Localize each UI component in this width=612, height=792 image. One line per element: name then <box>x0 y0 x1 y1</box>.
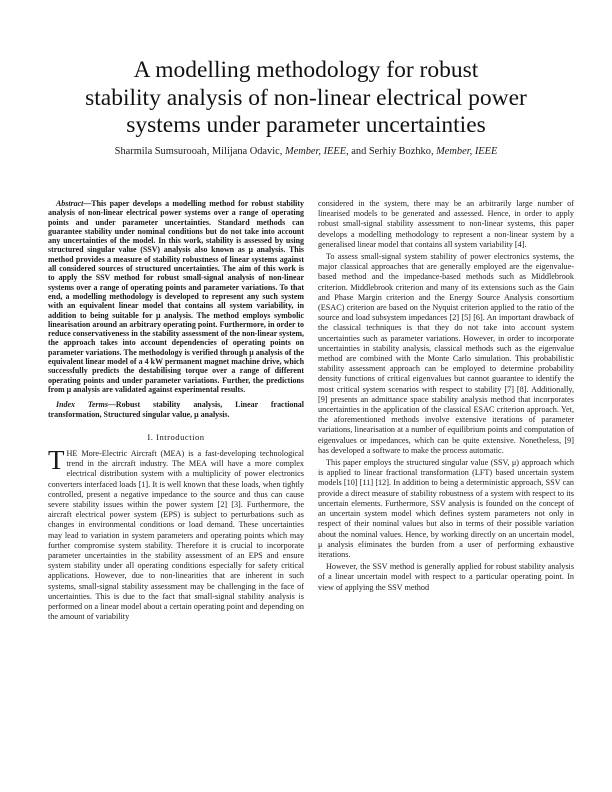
authors-text: Sharmila Sumsurooah, Milijana Odavic, <box>114 146 285 157</box>
index-terms <box>48 400 304 419</box>
abstract-text: —This paper develops a modelling method for robust stability analysis of non-linear electrical power systems over a range of operating points and under parameter uncertainties. Standard methods can guarantee stability under nominal conditions but do not take into account any uncertainties of the model. In this work, stability is assessed by using structured singular value (SSV) analysis also known as μ analysis. This method provides a measure of stability robustness of linear systems against all considered sources of structured uncertainties. The aim of this work is to apply the SSV method for robust small-signal analysis of non-linear systems over a range of operating points and parameter variations. To that end, a modelling methodology is developed to represent any such system with an equivalent linear model that contains all system variability, in addition to being suitable for μ analysis. The method employs symbolic linearisation around an arbitrary operating point. Furthermore, in order to reduce conservativeness in the stability assessment of the non-linear system, the approach takes into account dependencies of operating points on parameter variations. The methodology is verified through μ analysis of the equivalent linear model of a 4 kW permanent magnet machine drive, which successfully predicts the destabilising torque over a range of different operating points and under parameter variations. Further, the predictions from μ analysis are validated against experimental results. <box>48 199 304 394</box>
title-line-1: A modelling methodology for robust <box>133 57 479 83</box>
left-column <box>48 199 304 622</box>
right-paragraph-3: This paper employs the structured singular value (SSV, μ) approach which is applied to linear fractional transformation (LFT) based uncertain system models [10] [11] [12]. In addition to being a deterministic approach, SSV can provide a direct measure of stability robustness of a system with respect to its uncertain elements. Furthermore, SSV analysis is founded on the concept of an uncertain system model which defines system parameters not only in respect of their nominal values but also in terms of their possible variation about the nominal values. Hence, by working directly on an uncertain model, μ analysis eliminates the burden from a user of performing exhaustive iterations. <box>318 458 574 559</box>
section-heading-introduction: I. Introduction <box>147 431 205 442</box>
abstract-label: Abstract <box>56 199 84 208</box>
authors-mid: and Serhiy Bozhko, <box>348 146 437 157</box>
drop-cap: T <box>48 445 65 476</box>
title-line-3: systems under parameter uncertainties <box>126 112 486 138</box>
abstract <box>48 199 304 394</box>
author-membership-2: Member, IEEE <box>436 146 498 157</box>
right-paragraph-4: However, the SSV method is generally applied for robust stability analysis of a linear uncertain model with respect to a particular operating point. In view of applying the SSV method <box>318 562 574 592</box>
index-terms-label: Index Terms <box>56 400 108 410</box>
right-paragraph-1: considered in the system, there may be an arbitrarily large number of linearised models to be generated and assessed. Hence, in order to apply robust small-signal stability assessment to non-linear systems, this paper develops a modelling methodology to represent a non-linear system by a generalised linear model that contains all system variability [4]. <box>318 199 574 249</box>
right-column <box>318 199 574 593</box>
author-membership-1: Member, IEEE, <box>284 146 349 157</box>
paper-title <box>40 57 572 140</box>
title-line-2: stability analysis of non-linear electrical power <box>85 84 527 111</box>
author-list <box>40 146 572 157</box>
right-paragraph-2: To assess small-signal system stability of power electronics systems, the major classical approaches that are generally employed are the eigenvalue-based method and the impedance-based methods such as Middlebrook criterion. Middlebrook criterion and many of its extensions such as the Gain and Phase Margin criterion and the Energy Source Analysis consortium (ESAC) criterion are based on the Nyquist criterion applied to the ratio of the source and load subsystem impedances [2] [5] [6]. An important drawback of the classical techniques is that they do not take into account system uncertainties such as parameter variations. However, in order to incorporate uncertainties in stability analysis, classical methods such as the eigenvalue method are combined with the Monte Carlo simulation. This probabilistic stability assessment approach can be employed to determine probability density functions of critical eigenvalues but cannot guarantee to identify the most critical system scenarios with respect to stability [7] [8]. Additionally, [9] presents an admittance space stability analysis method that incorporates uncertainties in the application of the classical ESAC criterion approach. Yet, the aforementioned methods involve extensive iterations of parameter variations, linearisation at a number of equilibrium points and computation of eigenvalues or impedances, which can be quite extensive. Nonetheless, [9] has developed a software to make the process automatic. <box>318 252 574 455</box>
intro-paragraph-1 <box>48 445 304 622</box>
intro-paragraph-1-text: HE More-Electric Aircraft (MEA) is a fast-developing technological trend in the aircraft industry. The MEA will have a more complex electrical distribution system with a multiplicity of power electronics converters interfaced loads [1]. It is well known that these loads, when tightly controlled, present a negative impedance to the source and thus can cause severe stability issues within the power system [2] [3]. Furthermore, the aircraft electrical power system (EPS) is subject to perturbations such as changes in environmental conditions or load demand. These uncertainties may lead to variation in system parameters and operating points which may further compromise system stability. Therefore it is crucial to incorporate parameter uncertainties in the stability assessment of an EPS and ensure system stability under all operating conditions especially for safety critical applications. However, due to non-linearities that are inherent in such systems, small-signal stability assessment may be challenging in the face of uncertainties. This is due to the fact that small-signal stability analysis is performed on a linear model about a certain operating point and depending on the amount of variability <box>48 449 304 622</box>
index-terms-text: —Robust stability analysis, Linear fractional transformation, Structured singular value, μ analysis. <box>48 400 304 419</box>
